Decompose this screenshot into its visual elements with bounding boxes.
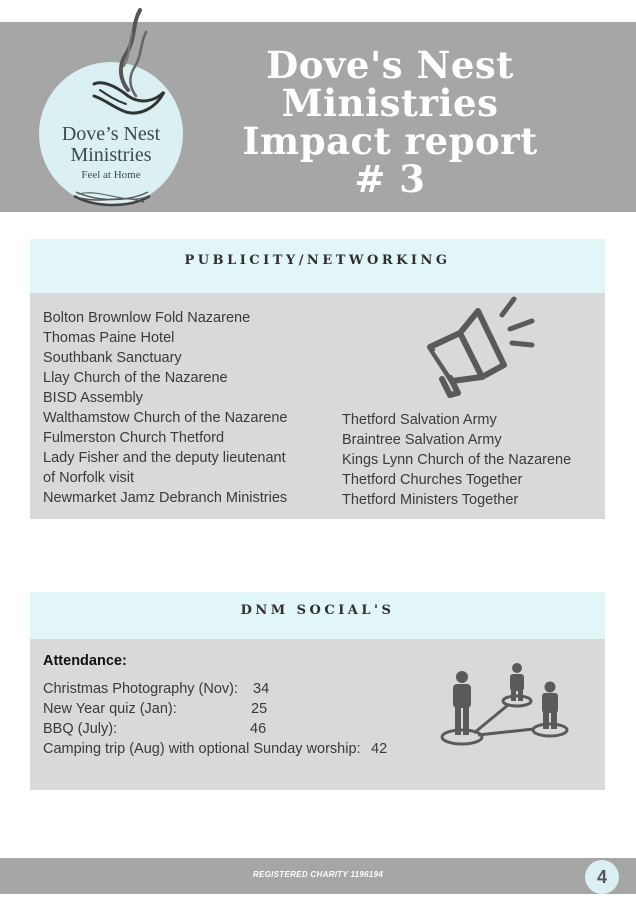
page-number: 4 <box>585 860 619 894</box>
publicity-right-list <box>342 410 571 510</box>
list-item: Thetford Ministers Together <box>342 492 519 508</box>
logo <box>36 4 186 210</box>
attendance-label: Attendance: <box>43 653 127 669</box>
socials-body <box>30 639 605 790</box>
list-item: Braintree Salvation Army <box>342 432 502 448</box>
publicity-body <box>30 293 605 519</box>
publicity-left-list <box>43 308 287 508</box>
list-item: Kings Lynn Church of the Nazarene <box>342 452 572 468</box>
list-item: BISD Assembly <box>43 390 143 406</box>
megaphone-icon <box>420 295 535 400</box>
list-item: Thetford Salvation Army <box>342 412 497 428</box>
list-item: Walthamstow Church of the Nazarene <box>43 410 288 426</box>
list-item: Llay Church of the Nazarene <box>43 370 228 386</box>
charity-number: REGISTERED CHARITY 1196194 <box>252 870 384 879</box>
title-line: Dove's Nest <box>266 43 514 87</box>
list-item: Fulmerston Church Thetford <box>43 430 225 446</box>
list-item: Southbank Sanctuary <box>43 350 182 366</box>
attendance-row-value: 46 <box>250 721 267 737</box>
title-line: Ministries <box>281 81 499 125</box>
attendance-row-value: 34 <box>253 681 270 697</box>
people-network-icon <box>438 661 573 747</box>
attendance-row-value: 25 <box>251 701 268 717</box>
list-item: Thetford Churches Together <box>342 472 523 488</box>
attendance-row-label: BBQ (July): <box>43 721 118 737</box>
list-item: Thomas Paine Hotel <box>43 330 175 346</box>
footer-band <box>0 858 636 894</box>
attendance-row-label: New Year quiz (Jan): <box>43 701 177 717</box>
list-item: Bolton Brownlow Fold Nazarene <box>43 310 251 326</box>
publicity-heading: PUBLICITY/NETWORKING <box>30 239 605 293</box>
logo-text <box>36 124 186 182</box>
logo-name-line1: Dove’s Nest <box>61 123 161 145</box>
list-item: Lady Fisher and the deputy lieutenant <box>43 450 286 466</box>
socials-heading: DNM SOCIAL'S <box>30 592 605 639</box>
attendance-row-value: 42 <box>371 741 388 757</box>
logo-tagline: Feel at Home <box>81 169 141 181</box>
list-item: Newmarket Jamz Debranch Ministries <box>43 490 288 506</box>
attendance-row-label: Christmas Photography (Nov): <box>43 681 239 697</box>
page-title <box>230 43 550 201</box>
attendance-row-label: Camping trip (Aug) with optional Sunday worship: <box>43 741 361 757</box>
logo-name-line2: Ministries <box>70 144 152 166</box>
list-item: of Norfolk visit <box>43 470 135 486</box>
title-line: Impact report <box>242 119 538 163</box>
title-line: # 3 <box>354 157 426 201</box>
